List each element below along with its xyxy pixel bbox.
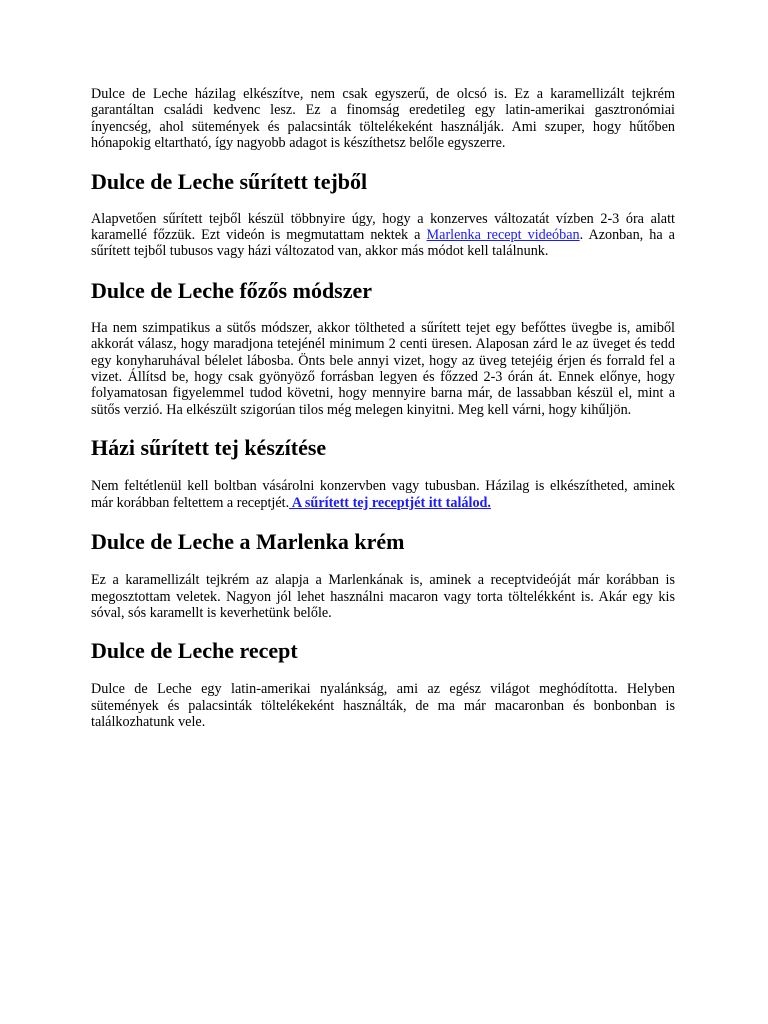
section-paragraph-marlenka-krem: Ez a karamellizált tejkrém az alapja a Marlenkának is, aminek a receptvideóját már korábban is megosztottam veletek. Nagyon jól lehet használni macaron vagy torta töltelékként is. Akár egy kis sóval, sós karamellt is keverhetünk belőle. (91, 572, 675, 621)
intro-paragraph: Dulce de Leche házilag elkészítve, nem csak egyszerű, de olcsó is. Ez a karamellizált tejkrém garantáltan családi kedvenc lesz. Ez a finomság eredetileg egy latin-amerikai gasztronómiai ínyencség, ahol sütemények és palacsinták töltelékeként használják. Ami szuper, hogy hűtőben hónapokig eltartható, így nagyobb adagot is készíthetsz belőle egyszerre. (91, 86, 675, 152)
section-heading-marlenka-krem: Dulce de Leche a Marlenka krém (91, 529, 405, 555)
section-heading-hazi-suritett-tej: Házi sűrített tej készítése (91, 435, 327, 461)
section-heading-suritett-tejbol: Dulce de Leche sűrített tejből (91, 168, 368, 194)
section-paragraph-recept: Dulce de Leche egy latin-amerikai nyalánkság, ami az egész világot meghódította. Helyben sütemények és palacsinták töltelékeként használták, de ma már macaronban és bonbonban is találkozhatunk vele. (91, 681, 675, 731)
section-paragraph-fozos-modszer: Ha nem szimpatikus a sütős módszer, akkor töltheted a sűrített tejet egy befőttes üvegbe is, amiből akkorát válasz, hogy maradjona tetejénél minimum 2 centi üresen. Alaposan zárd le az üveget és tedd egy konyharuhával bélelet lábosba. Önts bele annyi vizet, hogy az üveg tetejéig érjen és forrald fel a vizet. Állítsd be, hogy csak gyönyöző forrásban legyen és főzzed 2-3 órán át. Ennek előnye, hogy folyamatosan figyelemmel tudod követni, hogy mennyire barna már, de lassabban készül el, mint a sütős verzió. Ha elkészült szigorúan tilos még melegen kinyitni. Meg kell várni, hogy kihűljön. (91, 319, 675, 418)
section-paragraph-hazi-suritett-tej (91, 478, 675, 511)
paragraph-text: Alapvetően sűrített tejből készül többnyire úgy, hogy a konzerves változatát vízben 2-3 óra alatt karamellé főzzük. Ezt videón is megmutattam nektek a (91, 210, 675, 244)
section-paragraph-suritett-tejbol (91, 211, 675, 260)
section-heading-recept: Dulce de Leche recept (91, 638, 298, 664)
section-heading-fozos-modszer: Dulce de Leche főzős módszer (91, 277, 373, 303)
paragraph-text: Nem feltétlenül kell boltban vásárolni konzervben vagy tubusban. Házilag is elkészítheted, aminek már korábban feltettem a receptjét. (91, 478, 675, 511)
document-page (91, 86, 675, 731)
marlenka-video-link[interactable]: Marlenka recept videóban (426, 227, 580, 244)
suritett-tej-recept-link[interactable]: A sűrített tej receptjét itt találod. (289, 494, 491, 511)
paragraph-text: . Azonban, ha a sűrített tejből tubusos vagy házi változatod van, akkor más módot kell találnunk. (91, 227, 675, 260)
